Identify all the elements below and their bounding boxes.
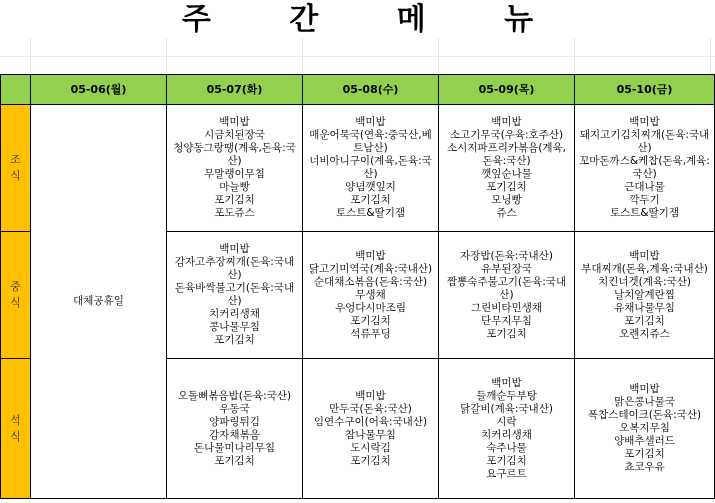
- holiday-cell[interactable]: [31, 105, 167, 499]
- header-row: [1, 75, 715, 105]
- menu-cell[interactable]: [439, 232, 575, 359]
- menu-item: 포기김치: [214, 454, 255, 467]
- menu-item: 오복지무침: [619, 422, 670, 434]
- menu-item: 부대찌개(돈육,계육:국내산): [581, 262, 708, 275]
- gridline: [0, 56, 715, 57]
- menu-item: 양파링튀김: [209, 415, 260, 428]
- gridline: [710, 38, 711, 74]
- menu-item: 백미밥: [355, 116, 386, 128]
- meal-label-char: 석: [10, 413, 21, 427]
- menu-item: 토스트&딸기잼: [335, 207, 406, 219]
- menu-item: 근대나물: [624, 181, 665, 193]
- menu-item: 양배추샐러드: [614, 435, 675, 447]
- menu-item: 요구르트: [486, 467, 527, 480]
- menu-item: 매운어묵국(연육:중국산,베트남산): [309, 129, 432, 154]
- sheet-gridlines: [0, 38, 715, 74]
- menu-item: 포기김치: [350, 314, 391, 327]
- menu-item: 깻잎순나물: [481, 168, 532, 180]
- menu-item: 꼬마돈까스&케찹(돈육,계육:국산): [579, 155, 710, 180]
- menu-item: 유채나물무침: [614, 301, 675, 314]
- menu-item: 토스트&딸기잼: [609, 207, 680, 219]
- corner-cell: [1, 75, 31, 105]
- meal-label-breakfast[interactable]: [1, 105, 31, 232]
- menu-item: 포기김치: [350, 194, 391, 206]
- menu-cell[interactable]: [167, 359, 303, 499]
- breakfast-row: [1, 105, 715, 232]
- menu-item: 콩나물무침: [209, 321, 260, 333]
- weekly-menu-table: [0, 74, 715, 499]
- menu-item: 포기김치: [214, 194, 255, 206]
- meal-label-char: 중: [10, 280, 21, 293]
- page-title: 주 간 메 뉴: [181, 2, 568, 37]
- meal-label-char: 조: [10, 153, 21, 166]
- menu-item: 무생채: [355, 288, 386, 301]
- menu-item: 닭갈비(계육:국내산): [460, 402, 553, 415]
- menu-item: 만두국(돈육:국산): [329, 402, 412, 415]
- menu-cell[interactable]: [167, 105, 303, 232]
- meal-label-char: 식: [10, 169, 21, 182]
- menu-item: 백미밥: [629, 249, 660, 262]
- menu-item: 우동국: [219, 402, 250, 415]
- menu-item: 도시락김: [350, 441, 391, 454]
- menu-item: 무말랭이무침: [204, 168, 265, 180]
- menu-item: 백미밥: [355, 249, 386, 262]
- menu-item: 모닝빵: [491, 194, 522, 206]
- gridline: [302, 38, 303, 74]
- menu-item: 숙주나물: [486, 441, 527, 454]
- gridline: [166, 38, 167, 74]
- menu-item: 백미밥: [491, 116, 522, 128]
- meal-label-char: 식: [10, 429, 21, 443]
- menu-item: 단무지무침: [481, 314, 532, 327]
- menu-item: 감자고추장찌개(돈육:국내산): [174, 256, 295, 281]
- menu-item: 너비아니구이(계육,돈육:국산): [309, 155, 432, 180]
- day-header[interactable]: 05-09(목): [439, 75, 575, 105]
- menu-item: 포기김치: [350, 454, 391, 467]
- menu-item: 마늘빵: [219, 181, 250, 193]
- menu-item: 포기김치: [624, 314, 665, 327]
- menu-cell[interactable]: [439, 105, 575, 232]
- menu-item: 오렌지쥬스: [619, 327, 670, 340]
- menu-item: 그린비타민생채: [470, 301, 542, 314]
- menu-item: 깍두기: [629, 194, 660, 206]
- menu-item: 임연수구이(어육:국내산): [313, 415, 428, 428]
- gridline: [30, 38, 31, 74]
- menu-item: 포기김치: [486, 454, 527, 467]
- menu-item: 쥬스: [496, 207, 517, 219]
- menu-item: 소고기무국(우육:호주산): [449, 129, 564, 141]
- menu-item: 시락: [496, 415, 517, 428]
- menu-cell[interactable]: [167, 232, 303, 359]
- menu-item: 치커리생채: [481, 428, 532, 441]
- menu-item: 백미밥: [491, 376, 522, 389]
- menu-item: 포기김치: [486, 327, 527, 340]
- day-header[interactable]: 05-08(수): [303, 75, 439, 105]
- menu-item: 자장밥(돈육:국내산): [460, 249, 553, 262]
- meal-label-char: 식: [10, 296, 21, 309]
- gridline: [438, 38, 439, 74]
- menu-cell[interactable]: [303, 232, 439, 359]
- day-header[interactable]: 05-07(화): [167, 75, 303, 105]
- day-header[interactable]: 05-10(금): [575, 75, 715, 105]
- menu-cell[interactable]: [575, 105, 715, 232]
- menu-item: 순대채소볶음(돈육:국산): [313, 275, 428, 288]
- menu-item: 들깨순두부탕: [476, 389, 537, 402]
- menu-item: 짬뽕숙주불고기(돈육:국내산): [446, 275, 567, 301]
- menu-cell[interactable]: [439, 359, 575, 499]
- menu-item: 포기김치: [486, 181, 527, 193]
- menu-cell[interactable]: [303, 359, 439, 499]
- menu-item: 포기김치: [214, 334, 255, 346]
- menu-item: 오돌뼈볶음밥(돈육:국산): [177, 389, 292, 402]
- menu-item: 백미밥: [629, 116, 660, 128]
- menu-item: 청양동그랑땡(계육,돈육:국산): [173, 142, 296, 167]
- menu-cell[interactable]: [575, 232, 715, 359]
- menu-item: 우엉다시마조림: [334, 301, 406, 314]
- menu-item: 백미밥: [219, 116, 250, 128]
- menu-item: 폭찹스테이크(돈육:국산): [587, 409, 702, 421]
- menu-item: 치킨너겟(계육:국산): [598, 275, 691, 288]
- menu-item: 백미밥: [219, 243, 250, 255]
- menu-cell[interactable]: [303, 105, 439, 232]
- menu-item: 포기김치: [624, 448, 665, 460]
- menu-item: 참나물무침: [345, 428, 396, 441]
- gridline: [574, 38, 575, 74]
- menu-item: 맑은콩나물국: [614, 396, 675, 408]
- menu-item: 소시지파프리카볶음(계육,돈육:국산): [446, 142, 566, 167]
- menu-item: 포도쥬스: [214, 207, 255, 219]
- day-header[interactable]: 05-06(월): [31, 75, 167, 105]
- menu-item: 백미밥: [629, 383, 660, 395]
- menu-item: 닭고기미역국(계육:국내산): [308, 262, 433, 275]
- meal-label-lunch[interactable]: [1, 232, 31, 359]
- menu-item: 양념깻잎지: [345, 181, 396, 193]
- menu-item: 돼지고기김치찌개(돈육:국내산): [579, 129, 710, 154]
- menu-item: 시금치된장국: [204, 129, 265, 141]
- menu-item: 감자채볶음: [209, 428, 260, 441]
- menu-item: 날치알계란찜: [614, 288, 675, 301]
- menu-item: 돈나물미나리무침: [193, 441, 276, 454]
- menu-item: 석류푸딩: [350, 327, 391, 340]
- menu-item: 유부된장국: [481, 262, 532, 275]
- holiday-label: 대체공휴일: [73, 295, 124, 307]
- menu-cell[interactable]: [575, 359, 715, 499]
- menu-item: 쵸코우유: [624, 461, 665, 473]
- menu-item: 돈육바싹불고기(돈육:국내산): [174, 282, 295, 307]
- menu-item: 백미밥: [355, 389, 386, 402]
- menu-item: 치커리생채: [209, 308, 260, 320]
- meal-label-dinner[interactable]: [1, 359, 31, 499]
